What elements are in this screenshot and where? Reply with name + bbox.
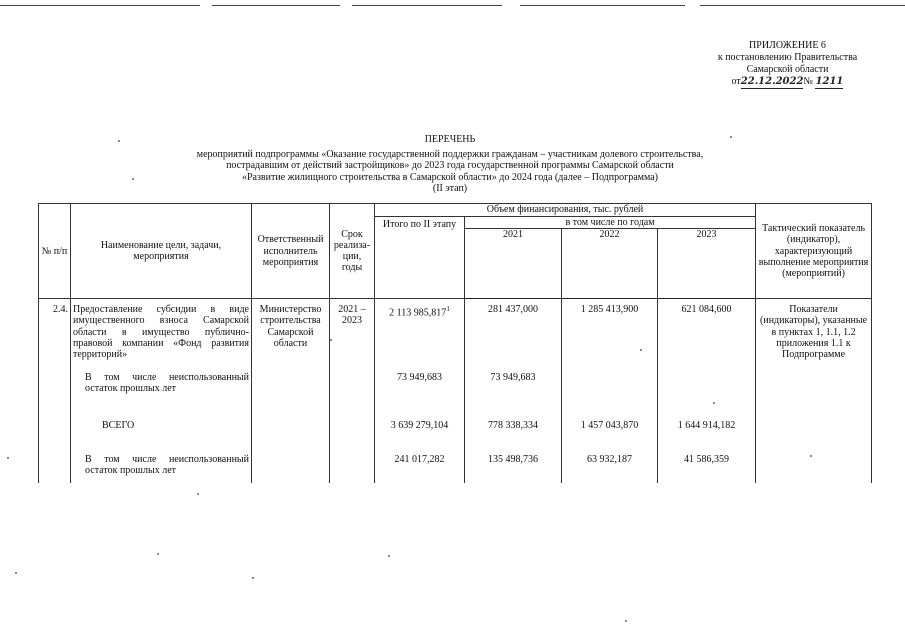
row-indicator: [756, 420, 872, 454]
activities-table: [38, 203, 872, 484]
col-header-funding: Объем финансирования, тыс. рублей: [375, 204, 756, 217]
number-label: №: [803, 76, 813, 87]
row-name: Предоставление субсидии в виде имущественного взноса Самарской области в имущество публично-правовой компании «Фонд развития территорий»: [71, 299, 252, 372]
title-line-1: мероприятий подпрограммы «Оказание государственной поддержки гражданам – участникам долевого строительства,: [196, 148, 704, 160]
table-row: [39, 454, 872, 484]
row-name: В том числе неиспользованный остаток прошлых лет: [71, 372, 252, 420]
col-header-executor: Ответственный исполнитель мероприятия: [252, 204, 330, 299]
from-label: от: [731, 76, 741, 87]
row-2022: 1 285 413,900: [562, 299, 658, 372]
scan-speck: [388, 555, 390, 557]
row-2023: 621 084,600: [658, 299, 756, 372]
scan-artifact-line: [212, 5, 340, 6]
title-line-2: пострадавшим от действий застройщиков» до 2023 года государственной программы Самарской области: [226, 160, 674, 171]
scan-speck: [730, 136, 732, 138]
row-num: [39, 420, 71, 454]
scan-artifact-line: [0, 5, 200, 6]
scan-speck: [640, 349, 642, 351]
col-header-indicator: Тактический показатель (индикатор), характеризующий выполнение мероприятия (мероприятий): [756, 204, 872, 299]
row-2021: 73 949,683: [465, 372, 562, 420]
col-header-term: Срок реализа-ции, годы: [330, 204, 375, 299]
row-2021: 135 498,736: [465, 454, 562, 484]
col-header-total: Итого по II этапу: [375, 217, 465, 299]
row-indicator: [756, 454, 872, 484]
scan-speck: [157, 553, 159, 555]
row-indicator: Показатели (индикаторы), указанные в пунктах 1, 1.1, 1.2 приложения 1.1 к Подпрограмме: [756, 299, 872, 372]
col-header-2021: 2021: [465, 229, 562, 299]
row-2022: 1 457 043,870: [562, 420, 658, 454]
document-title: [110, 134, 790, 195]
scan-speck: [132, 178, 134, 180]
row-name: ВСЕГО: [71, 420, 252, 454]
decree-date: 22.12.2022: [740, 76, 804, 87]
row-num: 2.4.: [39, 299, 71, 372]
row-term: [330, 454, 375, 484]
row-2023: [658, 372, 756, 420]
scan-speck: [7, 457, 9, 459]
row-name: В том числе неиспользованный остаток прошлых лет: [71, 454, 252, 484]
scan-artifact-line: [520, 5, 685, 6]
decree-number: 1211: [815, 76, 844, 87]
appendix-label: ПРИЛОЖЕНИЕ 6: [749, 40, 826, 51]
row-total: 73 949,683: [375, 372, 465, 420]
col-header-2022: 2022: [562, 229, 658, 299]
scan-speck: [810, 455, 812, 457]
table-row: [39, 372, 872, 420]
decree-date-line: [705, 76, 870, 89]
scan-speck: [252, 577, 254, 579]
row-num: [39, 454, 71, 484]
scan-speck: [15, 572, 17, 574]
title-line-3: «Развитие жилищного строительства в Самарской области» до 2024 года (далее – Подпрограмма): [241, 171, 659, 183]
title-heading: ПЕРЕЧЕНЬ: [424, 134, 476, 145]
row-total-value: 2 113 985,817: [389, 307, 447, 319]
approval-block: [705, 40, 870, 89]
row-executor: Министерство строительства Самарской области: [252, 299, 330, 372]
decree-reference: к постановлению Правительства: [717, 52, 858, 63]
row-total: [375, 299, 465, 372]
row-executor: [252, 454, 330, 484]
row-executor: [252, 420, 330, 454]
row-executor: [252, 372, 330, 420]
footnote-mark: 1: [446, 305, 450, 314]
row-2023: 41 586,359: [658, 454, 756, 484]
col-header-2023: 2023: [658, 229, 756, 299]
row-2021: 281 437,000: [465, 299, 562, 372]
title-line-4: (II этап): [432, 183, 468, 194]
col-header-num: № п/п: [39, 204, 71, 299]
table-row: [39, 299, 872, 372]
row-term: [330, 420, 375, 454]
scan-artifact-line: [700, 5, 905, 6]
col-header-name: Наименование цели, задачи, мероприятия: [71, 204, 252, 299]
row-total: 3 639 279,104: [375, 420, 465, 454]
row-total: 241 017,282: [375, 454, 465, 484]
row-term: 2021 – 2023: [330, 299, 375, 372]
scan-artifact-line: [352, 5, 502, 6]
region-name: Самарской области: [746, 64, 829, 75]
scan-speck: [118, 140, 120, 142]
row-indicator: [756, 372, 872, 420]
row-2021: 778 338,334: [465, 420, 562, 454]
row-2023: 1 644 914,182: [658, 420, 756, 454]
row-num: [39, 372, 71, 420]
row-2022: 63 932,187: [562, 454, 658, 484]
scan-speck: [197, 493, 199, 495]
scan-speck: [625, 620, 627, 622]
row-2022: [562, 372, 658, 420]
scan-speck: [713, 402, 715, 404]
col-header-by-years: в том числе по годам: [465, 217, 756, 229]
table-row: [39, 420, 872, 454]
row-term: [330, 372, 375, 420]
scan-speck: [330, 339, 332, 341]
